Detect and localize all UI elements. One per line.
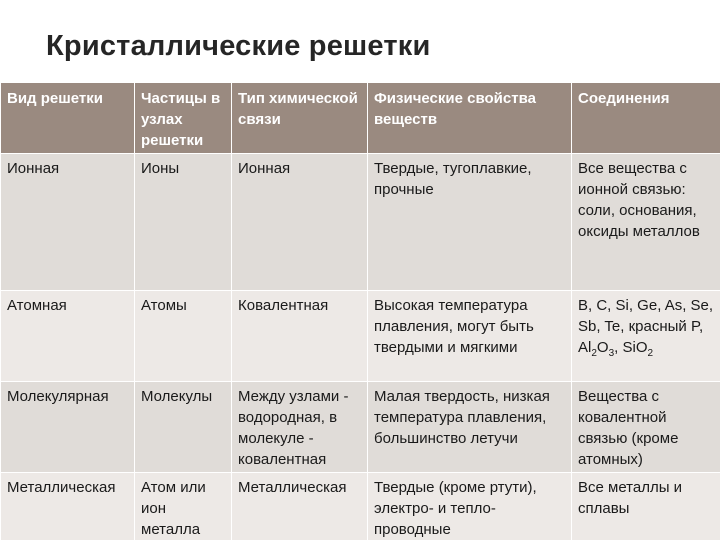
table-header-row: [1, 83, 720, 154]
chemical-formulas: [578, 339, 654, 359]
header-bond-type: Тип химической связи: [232, 83, 368, 154]
cell-compounds: Все металлы и сплавы: [572, 473, 720, 540]
cell-lattice-type: Атомная: [1, 291, 135, 382]
cell-bond-type: Металлическая: [232, 473, 368, 540]
cell-particles: Атом или ион металла: [135, 473, 232, 540]
compounds-text: B, C, Si, Ge, As, Se, Sb, Te, красный P,: [578, 297, 714, 335]
cell-physical-properties: Малая твердость, низкая температура плавления, большинство летучи: [368, 382, 572, 473]
formula-subscript: 3: [608, 348, 615, 359]
table-row: [1, 154, 720, 291]
header-particles: Частицы в узлах решетки: [135, 83, 232, 154]
formula-al2o3-symbol-o: O: [596, 339, 609, 356]
cell-compounds: Вещества с ковалентной связью (кроме атомных): [572, 382, 720, 473]
cell-particles: Молекулы: [135, 382, 232, 473]
cell-physical-properties: Твердые, тугоплавкие, прочные: [368, 154, 572, 291]
table-container: [0, 82, 720, 540]
cell-compounds: [572, 291, 720, 382]
header-physical-properties: Физические свойства веществ: [368, 83, 572, 154]
table-row: [1, 382, 720, 473]
cell-physical-properties: Высокая температура плавления, могут быть твердыми и мягкими: [368, 291, 572, 382]
table-row: [1, 473, 720, 540]
cell-particles: Ионы: [135, 154, 232, 291]
formula-separator: ,: [614, 339, 623, 356]
slide-title: Кристаллические решетки: [46, 30, 431, 62]
formula-al2o3-symbol-al: Al: [578, 339, 592, 356]
cell-lattice-type: Ионная: [1, 154, 135, 291]
formula-subscript: 2: [591, 348, 597, 359]
cell-lattice-type: Молекулярная: [1, 382, 135, 473]
cell-compounds: Все вещества с ионной связью: соли, основания, оксиды металлов: [572, 154, 720, 291]
crystal-lattice-table: [0, 82, 720, 540]
cell-particles: Атомы: [135, 291, 232, 382]
cell-bond-type: Между узлами - водородная, в молекуле - ковалентная: [232, 382, 368, 473]
header-compounds: Соединения: [572, 83, 720, 154]
formula-subscript: 2: [647, 348, 654, 359]
header-lattice-type: Вид решетки: [1, 83, 135, 154]
cell-physical-properties: Твердые (кроме ртути), электро- и тепло-проводные: [368, 473, 572, 540]
cell-bond-type: Ковалентная: [232, 291, 368, 382]
table-row: [1, 291, 720, 382]
cell-bond-type: Ионная: [232, 154, 368, 291]
formula-sio2-symbol: SiO: [622, 339, 648, 356]
cell-lattice-type: Металлическая: [1, 473, 135, 540]
